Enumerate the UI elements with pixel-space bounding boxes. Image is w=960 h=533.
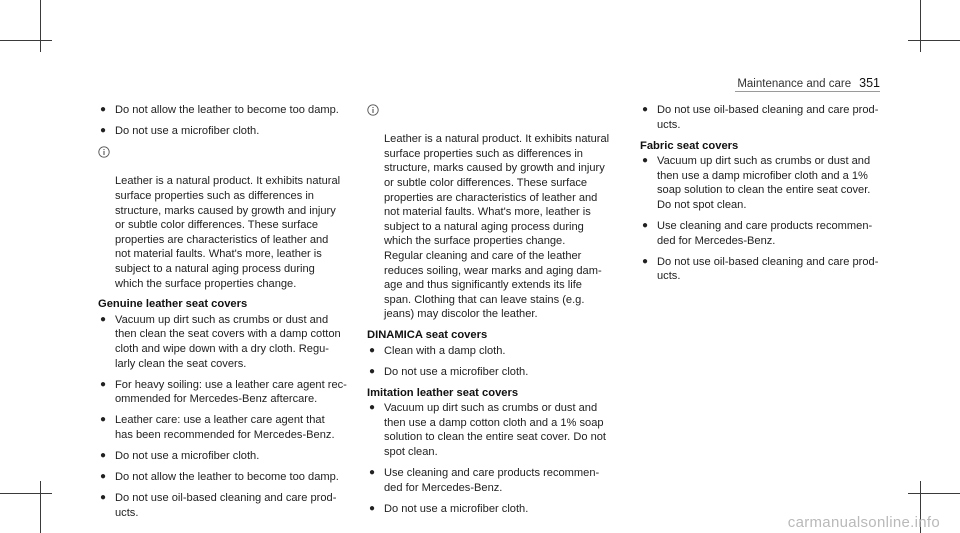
crop-mark: [920, 0, 921, 52]
crop-mark: [908, 40, 960, 41]
list-item: ● Do not use a microfiber cloth.: [369, 502, 529, 515]
list-item: ● Do not use a microfiber cloth.: [100, 125, 260, 138]
bullet-icon: ●: [369, 344, 376, 356]
info-note: [367, 103, 629, 322]
list-item: ● Do not use oil-based cleaning and care prod- ucts.: [642, 255, 879, 283]
list-item: ● Vacuum up dirt such as crumbs or dust and then use a damp cotton cloth and a 1% soap solution to clean the entire seat cover. Do not spot clean.: [369, 402, 607, 459]
bullet-icon: ●: [642, 155, 649, 167]
bullet-icon: ●: [100, 471, 107, 483]
list-item: ● Do not use a microfiber cloth.: [369, 365, 529, 378]
bullet-icon: ●: [100, 449, 107, 461]
bullet-icon: ●: [100, 313, 107, 325]
page-number: 351: [859, 76, 880, 90]
bullet-icon: ●: [642, 255, 649, 267]
list-item: ● For heavy soiling: use a leather care agent rec- ommended for Mercedes-Benz aftercare.: [100, 378, 347, 406]
bullet-icon: ●: [642, 104, 649, 115]
heading-fabric: Fabric seat covers: [640, 139, 739, 152]
list-item: ● Leather care: use a leather care agent that has been recommended for Mercedes-Benz.: [100, 414, 335, 441]
bullet-icon: ●: [369, 402, 376, 414]
info-note: [98, 145, 360, 291]
list-item: ● Use cleaning and care products recommen- ded for Mercedes-Benz.: [642, 220, 873, 247]
section-title: Maintenance and care: [737, 78, 852, 90]
info-icon: [367, 104, 379, 116]
crop-mark: [40, 481, 41, 533]
heading-dinamica: DINAMICA seat covers: [367, 328, 488, 341]
list-item: ● Do not allow the leather to become too damp.: [100, 471, 339, 484]
crop-mark: [0, 493, 52, 494]
note-text: Leather is a natural product. It exhibits natural surface properties such as differences in structure, marks caused by growth and injury or subtle color differences. These surface properties are characteristics of leather and not material faults. What's more, leather is subject to a natural aging process during which the surface properties change. Regular cleaning and care of the leather reduces soiling, wear marks and aging dam- age and thus significantly extends its life span. Clothing that can leave stains (e.g. jeans) may discolor the leather.: [384, 133, 610, 321]
page-header: [737, 76, 880, 90]
column-middle: [367, 103, 629, 523]
bullet-icon: ●: [100, 104, 107, 115]
bullet-icon: ●: [369, 467, 376, 479]
list-item: ● Vacuum up dirt such as crumbs or dust and then use a damp microfiber cloth and a 1% soap solution to clean the entire seat cover. Do not spot clean.: [642, 155, 871, 212]
list-item: ● Use cleaning and care products recommen- ded for Mercedes-Benz.: [369, 467, 600, 494]
info-icon: [98, 146, 110, 158]
heading-genuine-leather: Genuine leather seat covers: [98, 298, 248, 311]
heading-imitation-leather: Imitation leather seat covers: [367, 386, 519, 399]
bullet-icon: ●: [369, 365, 376, 377]
column-left: [98, 103, 360, 527]
list-item: ● Do not allow the leather to become too damp.: [100, 104, 339, 116]
bullet-icon: ●: [642, 220, 649, 232]
crop-mark: [0, 40, 52, 41]
bullet-icon: ●: [100, 125, 107, 137]
bullet-icon: ●: [100, 378, 107, 390]
column-right: [640, 103, 885, 291]
bullet-icon: ●: [100, 492, 107, 504]
list-item: ● Vacuum up dirt such as crumbs or dust and then clean the seat covers with a damp cotton cloth and wipe down with a dry cloth. Regu- larly clean the seat covers.: [100, 313, 341, 370]
header-divider: [735, 91, 880, 92]
note-text: Leather is a natural product. It exhibits natural surface properties such as differences in structure, marks caused by growth and injury or subtle color differences. These surface properties are characteristics of leather and not material faults. What's more, leather is subject to a natural aging process during which the surface properties change.: [115, 175, 341, 290]
list-item: ● Do not use a microfiber cloth.: [100, 449, 260, 462]
list-item: ● Do not use oil-based cleaning and care prod- ucts.: [642, 104, 879, 131]
list-item: ● Clean with a damp cloth.: [369, 344, 506, 357]
crop-mark: [908, 493, 960, 494]
crop-mark: [40, 0, 41, 52]
list-item: ● Do not use oil-based cleaning and care prod- ucts.: [100, 492, 337, 519]
watermark: carmanualsonline.info: [787, 514, 940, 531]
bullet-icon: ●: [369, 502, 376, 514]
bullet-icon: ●: [100, 414, 107, 426]
